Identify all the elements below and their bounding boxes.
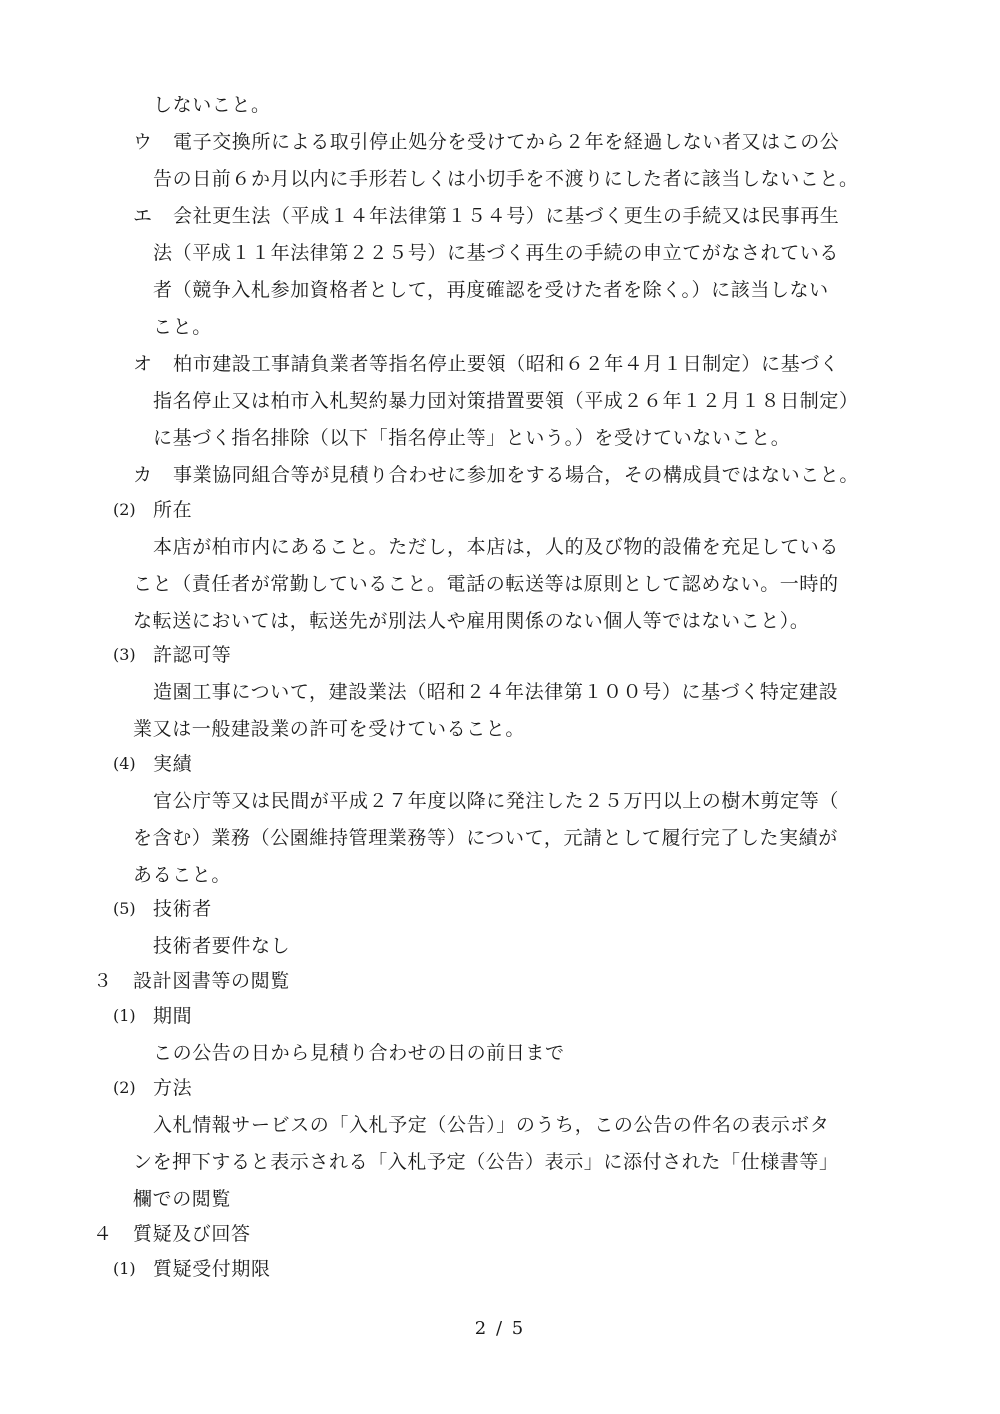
subsection-heading: 方法 (153, 1077, 193, 1099)
text-line: 者（競争入札参加資格者として，再度確認を受けた者を除く。）に該当しない (153, 279, 829, 301)
text-line: 造園工事について，建設業法（昭和２４年法律第１００号）に基づく特定建設 (153, 681, 839, 703)
item-e-text: 会社更生法（平成１４年法律第１５４号）に基づく更生の手続又は民事再生 (173, 205, 840, 227)
item-marker-u: ウ (133, 131, 153, 153)
text-line: 欄での閲覧 (133, 1188, 232, 1210)
item-marker-o: オ (133, 353, 153, 375)
text-line: 指名停止又は柏市入札契約暴力団対策措置要領（平成２６年１２月１８日制定） (153, 390, 859, 412)
subsection-heading: 許認可等 (153, 644, 232, 666)
text-line: 技術者要件なし (153, 935, 291, 957)
text-line: しないこと。 (153, 94, 271, 116)
text-line: この公告の日から見積り合わせの日の前日まで (153, 1042, 565, 1064)
subsection-number: (4) (113, 754, 136, 773)
subsection-heading: 所在 (153, 499, 193, 521)
subsection-number: (2) (113, 500, 136, 519)
text-line: 業又は一般建設業の許可を受けていること。 (133, 718, 526, 740)
text-line: 本店が柏市内にあること。ただし，本店は，人的及び物的設備を充足している (153, 536, 840, 558)
text-line: に基づく指名排除（以下「指名停止等」という。）を受けていないこと。 (153, 427, 791, 449)
subsection-heading: 期間 (153, 1005, 193, 1027)
text-line: 告の日前６か月以内に手形若しくは小切手を不渡りにした者に該当しないこと。 (153, 168, 859, 190)
item-u-text: 電子交換所による取引停止処分を受けてから２年を経過しない者又はこの公 (173, 131, 840, 153)
page-number: 2 / 5 (474, 1318, 526, 1339)
text-line: こと。 (153, 316, 212, 338)
subsection-heading: 質疑受付期限 (153, 1258, 271, 1280)
subsection-number: (3) (113, 645, 136, 664)
text-line: な転送においては，転送先が別法人や雇用関係のない個人等ではないこと）。 (133, 610, 810, 632)
item-marker-e: エ (133, 205, 153, 227)
subsection-heading: 実績 (153, 753, 193, 775)
text-line: 法（平成１１年法律第２２５号）に基づく再生の手続の申立てがなされている (153, 242, 840, 264)
text-line: こと（責任者が常勤していること。電話の転送等は原則として認めない。一時的 (133, 573, 839, 595)
text-line: を含む）業務（公園維持管理業務等）について，元請として履行完了した実績が (133, 827, 838, 849)
subsection-heading: 技術者 (153, 898, 212, 920)
section-heading: 設計図書等の閲覧 (133, 970, 290, 992)
item-o-text: 柏市建設工事請負業者等指名停止要領（昭和６２年４月１日制定）に基づく (173, 353, 840, 375)
text-line: ンを押下すると表示される「入札予定（公告）表示」に添付された「仕様書等」 (133, 1151, 839, 1173)
text-line: 官公庁等又は民間が平成２７年度以降に発注した２５万円以上の樹木剪定等（ (153, 790, 840, 812)
text-line: あること。 (133, 864, 232, 886)
item-ka-text: 事業協同組合等が見積り合わせに参加をする場合，その構成員ではないこと。 (173, 464, 860, 486)
section-heading: 質疑及び回答 (133, 1223, 251, 1245)
item-marker-ka: カ (133, 464, 153, 486)
subsection-number: (1) (113, 1259, 136, 1278)
section-number: ３ (93, 970, 113, 992)
text-line: 入札情報サービスの「入札予定（公告）」のうち，この公告の件名の表示ボタ (153, 1114, 830, 1136)
subsection-number: (2) (113, 1078, 136, 1097)
subsection-number: (5) (113, 899, 136, 918)
section-number: ４ (93, 1223, 113, 1245)
subsection-number: (1) (113, 1006, 136, 1025)
